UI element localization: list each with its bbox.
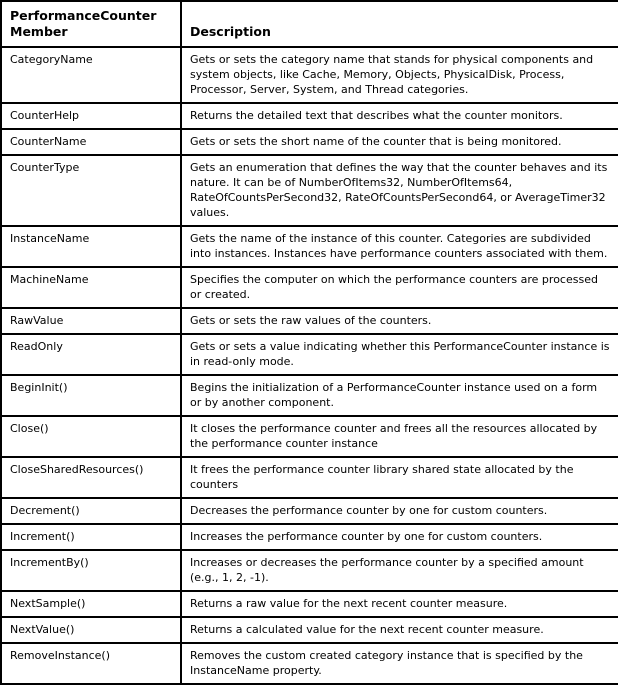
member-cell: Close() <box>1 416 181 457</box>
table-row <box>1 550 618 591</box>
member-column-header: PerformanceCounter Member <box>1 1 181 47</box>
member-cell: NextValue() <box>1 617 181 643</box>
description-cell: Specifies the computer on which the performance counters are processed or created. <box>181 267 618 308</box>
member-cell: Decrement() <box>1 498 181 524</box>
table-row <box>1 103 618 129</box>
member-cell: InstanceName <box>1 226 181 267</box>
table-row <box>1 591 618 617</box>
table-row <box>1 457 618 498</box>
member-cell: Increment() <box>1 524 181 550</box>
table-row <box>1 375 618 416</box>
description-cell: Gets or sets a value indicating whether this PerformanceCounter instance is in read-only mode. <box>181 334 618 375</box>
member-cell: RemoveInstance() <box>1 643 181 684</box>
member-cell: CounterHelp <box>1 103 181 129</box>
description-cell: Returns a raw value for the next recent counter measure. <box>181 591 618 617</box>
table-row <box>1 524 618 550</box>
description-cell: Decreases the performance counter by one for custom counters. <box>181 498 618 524</box>
member-cell: CounterName <box>1 129 181 155</box>
member-cell: ReadOnly <box>1 334 181 375</box>
table-row <box>1 267 618 308</box>
description-cell: Increases or decreases the performance counter by a specified amount (e.g., 1, 2, -1). <box>181 550 618 591</box>
table-row <box>1 643 618 684</box>
member-cell: CloseSharedResources() <box>1 457 181 498</box>
member-cell: IncrementBy() <box>1 550 181 591</box>
member-cell: CounterType <box>1 155 181 226</box>
table-row <box>1 155 618 226</box>
description-cell: It frees the performance counter library shared state allocated by the counters <box>181 457 618 498</box>
table-header-row <box>1 1 618 47</box>
member-cell: NextSample() <box>1 591 181 617</box>
member-cell: CategoryName <box>1 47 181 103</box>
member-cell: BeginInit() <box>1 375 181 416</box>
description-cell: Increases the performance counter by one for custom counters. <box>181 524 618 550</box>
description-cell: Gets or sets the raw values of the counters. <box>181 308 618 334</box>
description-cell: Gets or sets the short name of the counter that is being monitored. <box>181 129 618 155</box>
description-cell: Gets or sets the category name that stands for physical components and system objects, like Cache, Memory, Objects, PhysicalDisk, Process, Processor, Server, System, and Thread categories. <box>181 47 618 103</box>
description-cell: It closes the performance counter and frees all the resources allocated by the performance counter instance <box>181 416 618 457</box>
description-cell: Gets an enumeration that defines the way that the counter behaves and its nature. It can be of NumberOfItems32, NumberOfItems64, RateOfCountsPerSecond32, RateOfCountsPerSecond64, or AverageTimer32 values. <box>181 155 618 226</box>
description-cell: Returns a calculated value for the next recent counter measure. <box>181 617 618 643</box>
description-cell: Removes the custom created category instance that is specified by the InstanceName property. <box>181 643 618 684</box>
description-column-header: Description <box>181 1 618 47</box>
member-cell: RawValue <box>1 308 181 334</box>
table-row <box>1 226 618 267</box>
description-cell: Returns the detailed text that describes what the counter monitors. <box>181 103 618 129</box>
description-cell: Gets the name of the instance of this counter. Categories are subdivided into instances. Instances have performance counters associated with them. <box>181 226 618 267</box>
table-row <box>1 617 618 643</box>
member-cell: MachineName <box>1 267 181 308</box>
table-row <box>1 498 618 524</box>
table-row <box>1 416 618 457</box>
table-row <box>1 334 618 375</box>
description-cell: Begins the initialization of a PerformanceCounter instance used on a form or by another component. <box>181 375 618 416</box>
table-row <box>1 308 618 334</box>
table-row <box>1 129 618 155</box>
table-row <box>1 47 618 103</box>
